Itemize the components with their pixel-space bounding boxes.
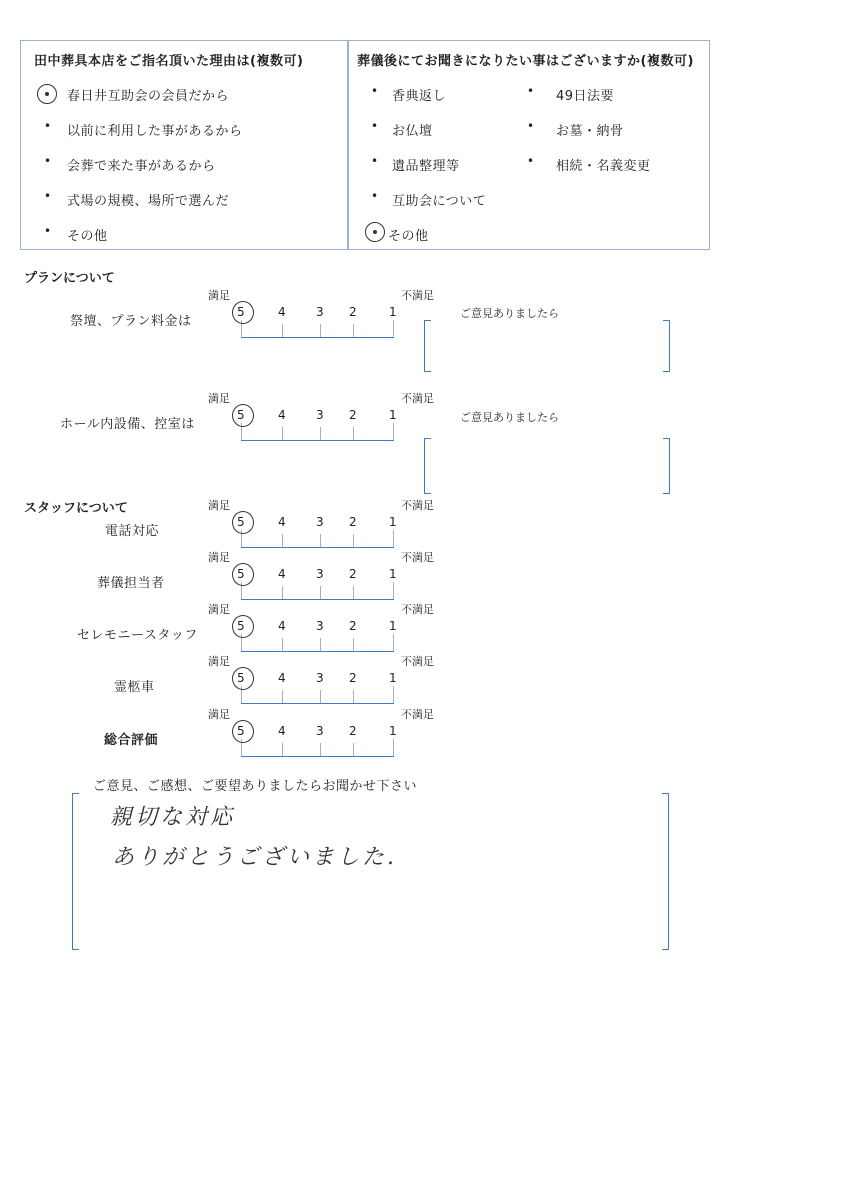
bullet-icon: • — [371, 189, 379, 203]
scale-tick — [320, 534, 321, 548]
rating-row-label: 葬儀担当者 — [97, 576, 165, 591]
scale-tick — [320, 638, 321, 652]
question-item[interactable]: お仏壇 — [392, 124, 433, 139]
reason-item[interactable]: 会葬で来た事があるから — [67, 159, 216, 174]
rating-number[interactable]: 3 — [316, 671, 324, 685]
scale-tick — [353, 427, 354, 441]
satisfied-label: 満足 — [208, 655, 230, 668]
question-item[interactable]: 互助会について — [392, 194, 487, 209]
scale-tick — [282, 586, 283, 600]
satisfied-label: 満足 — [208, 603, 230, 616]
reason-header: 田中葬具本店をご指名頂いた理由は(複数可) — [34, 54, 304, 69]
bullet-icon: • — [527, 84, 535, 98]
feedback-label: ご意見、ご感想、ご要望ありましたらお聞かせ下さい — [93, 779, 418, 794]
comment-label: ご意見ありましたら — [460, 411, 559, 424]
scale-tick — [353, 638, 354, 652]
feedback-box-right[interactable] — [662, 793, 669, 950]
unsatisfied-label: 不満足 — [401, 289, 434, 302]
rating-number[interactable]: 2 — [349, 724, 357, 738]
rating-number[interactable]: 5 — [237, 515, 245, 529]
rating-selected-mark — [232, 563, 254, 586]
unsatisfied-label: 不満足 — [401, 499, 434, 512]
scale-tick — [282, 534, 283, 548]
scale-tick — [393, 582, 394, 600]
selected-mark — [37, 84, 57, 104]
rating-row-label: 電話対応 — [105, 524, 160, 539]
bullet-icon: • — [44, 224, 52, 238]
rating-number[interactable]: 4 — [278, 671, 286, 685]
rating-selected-mark — [232, 301, 254, 324]
reason-item[interactable]: 春日井互助会の会員だから — [67, 89, 230, 104]
rating-row-label: 祭壇、プラン料金は — [70, 314, 192, 329]
satisfied-label: 満足 — [208, 708, 230, 721]
rating-number[interactable]: 4 — [278, 408, 286, 422]
rating-number[interactable]: 2 — [349, 408, 357, 422]
scale-tick — [282, 427, 283, 441]
satisfied-label: 満足 — [208, 551, 230, 564]
rating-number[interactable]: 4 — [278, 619, 286, 633]
rating-number[interactable]: 3 — [316, 305, 324, 319]
question-item[interactable]: その他 — [388, 229, 429, 244]
satisfied-label: 満足 — [208, 289, 230, 302]
rating-number[interactable]: 1 — [389, 305, 397, 319]
bullet-icon: • — [371, 84, 379, 98]
scale-tick — [393, 634, 394, 652]
rating-number[interactable]: 2 — [349, 515, 357, 529]
scale-tick — [393, 320, 394, 338]
rating-selected-mark — [232, 511, 254, 534]
unsatisfied-label: 不満足 — [401, 708, 434, 721]
scale-tick — [320, 690, 321, 704]
rating-number[interactable]: 5 — [237, 567, 245, 581]
scale-tick — [353, 743, 354, 757]
scale-tick — [393, 423, 394, 441]
rating-number[interactable]: 3 — [316, 515, 324, 529]
scale-line — [241, 337, 394, 338]
scale-tick — [282, 743, 283, 757]
question-item[interactable]: 香典返し — [392, 89, 447, 104]
rating-row-label: 霊柩車 — [114, 680, 155, 695]
rating-number[interactable]: 1 — [389, 619, 397, 633]
rating-selected-mark — [232, 404, 254, 427]
rating-number[interactable]: 4 — [278, 305, 286, 319]
rating-number[interactable]: 2 — [349, 305, 357, 319]
scale-tick — [320, 324, 321, 338]
bullet-icon: • — [371, 119, 379, 133]
selected-mark — [365, 222, 385, 242]
rating-number[interactable]: 3 — [316, 619, 324, 633]
question-item[interactable]: お墓・納骨 — [556, 124, 624, 139]
rating-number[interactable]: 2 — [349, 619, 357, 633]
scale-tick — [393, 530, 394, 548]
rating-selected-mark — [232, 667, 254, 690]
unsatisfied-label: 不満足 — [401, 551, 434, 564]
rating-selected-mark — [232, 615, 254, 638]
scale-tick — [353, 534, 354, 548]
question-item[interactable]: 遺品整理等 — [392, 159, 460, 174]
feedback-box-left — [72, 793, 79, 950]
scale-line — [241, 547, 394, 548]
rating-number[interactable]: 1 — [389, 567, 397, 581]
scale-line — [241, 756, 394, 757]
scale-tick — [353, 586, 354, 600]
rating-number[interactable]: 3 — [316, 567, 324, 581]
rating-number[interactable]: 1 — [389, 515, 397, 529]
questions-header: 葬儀後にてお聞きになりたい事はございますか(複数可) — [357, 54, 694, 69]
bullet-icon: • — [527, 119, 535, 133]
rating-row-label: セレモニースタッフ — [77, 628, 198, 643]
bullet-icon: • — [44, 119, 52, 133]
scale-tick — [393, 686, 394, 704]
rating-number[interactable]: 5 — [237, 408, 245, 422]
rating-number[interactable]: 2 — [349, 567, 357, 581]
scale-tick — [353, 690, 354, 704]
staff-title: スタッフについて — [24, 501, 128, 516]
reason-item[interactable]: その他 — [67, 229, 108, 244]
rating-number[interactable]: 1 — [389, 724, 397, 738]
unsatisfied-label: 不満足 — [401, 392, 434, 405]
scale-line — [241, 440, 394, 441]
scale-tick — [353, 324, 354, 338]
question-item[interactable]: 相続・名義変更 — [556, 159, 651, 174]
rating-number[interactable]: 1 — [389, 408, 397, 422]
rating-selected-mark — [232, 720, 254, 743]
reason-item[interactable]: 式場の規模、場所で選んだ — [67, 194, 230, 209]
question-item[interactable]: 49日法要 — [556, 89, 615, 104]
bullet-icon: • — [44, 154, 52, 168]
comment-box-left — [424, 320, 431, 372]
comment-box-right[interactable] — [663, 320, 670, 372]
unsatisfied-label: 不満足 — [401, 655, 434, 668]
rating-number[interactable]: 5 — [237, 619, 245, 633]
scale-line — [241, 651, 394, 652]
bullet-icon: • — [527, 154, 535, 168]
feedback-line-2: ありがとうございました. — [112, 845, 397, 870]
rating-number[interactable]: 4 — [278, 567, 286, 581]
rating-number[interactable]: 5 — [237, 724, 245, 738]
rating-number[interactable]: 5 — [237, 671, 245, 685]
bullet-icon: • — [371, 154, 379, 168]
rating-number[interactable]: 1 — [389, 671, 397, 685]
scale-tick — [320, 586, 321, 600]
scale-tick — [320, 743, 321, 757]
unsatisfied-label: 不満足 — [401, 603, 434, 616]
rating-number[interactable]: 5 — [237, 305, 245, 319]
comment-box-right[interactable] — [663, 438, 670, 494]
scale-tick — [393, 739, 394, 757]
rating-row-label: 総合評価 — [104, 733, 159, 748]
comment-label: ご意見ありましたら — [460, 307, 559, 320]
reason-panel — [20, 40, 349, 250]
scale-tick — [282, 324, 283, 338]
bullet-icon: • — [44, 189, 52, 203]
scale-tick — [282, 638, 283, 652]
scale-tick — [320, 427, 321, 441]
rating-number[interactable]: 4 — [278, 724, 286, 738]
satisfied-label: 満足 — [208, 499, 230, 512]
reason-item[interactable]: 以前に利用した事があるから — [67, 124, 243, 139]
questions-panel — [347, 40, 710, 250]
rating-number[interactable]: 2 — [349, 671, 357, 685]
satisfied-label: 満足 — [208, 392, 230, 405]
rating-number[interactable]: 3 — [316, 408, 324, 422]
comment-box-left — [424, 438, 431, 494]
rating-row-label: ホール内設備、控室は — [60, 417, 195, 432]
rating-number[interactable]: 3 — [316, 724, 324, 738]
plan-title: プランについて — [24, 271, 115, 286]
rating-number[interactable]: 4 — [278, 515, 286, 529]
scale-line — [241, 599, 394, 600]
scale-line — [241, 703, 394, 704]
scale-tick — [282, 690, 283, 704]
feedback-line-1: 親切な対応 — [110, 805, 236, 830]
